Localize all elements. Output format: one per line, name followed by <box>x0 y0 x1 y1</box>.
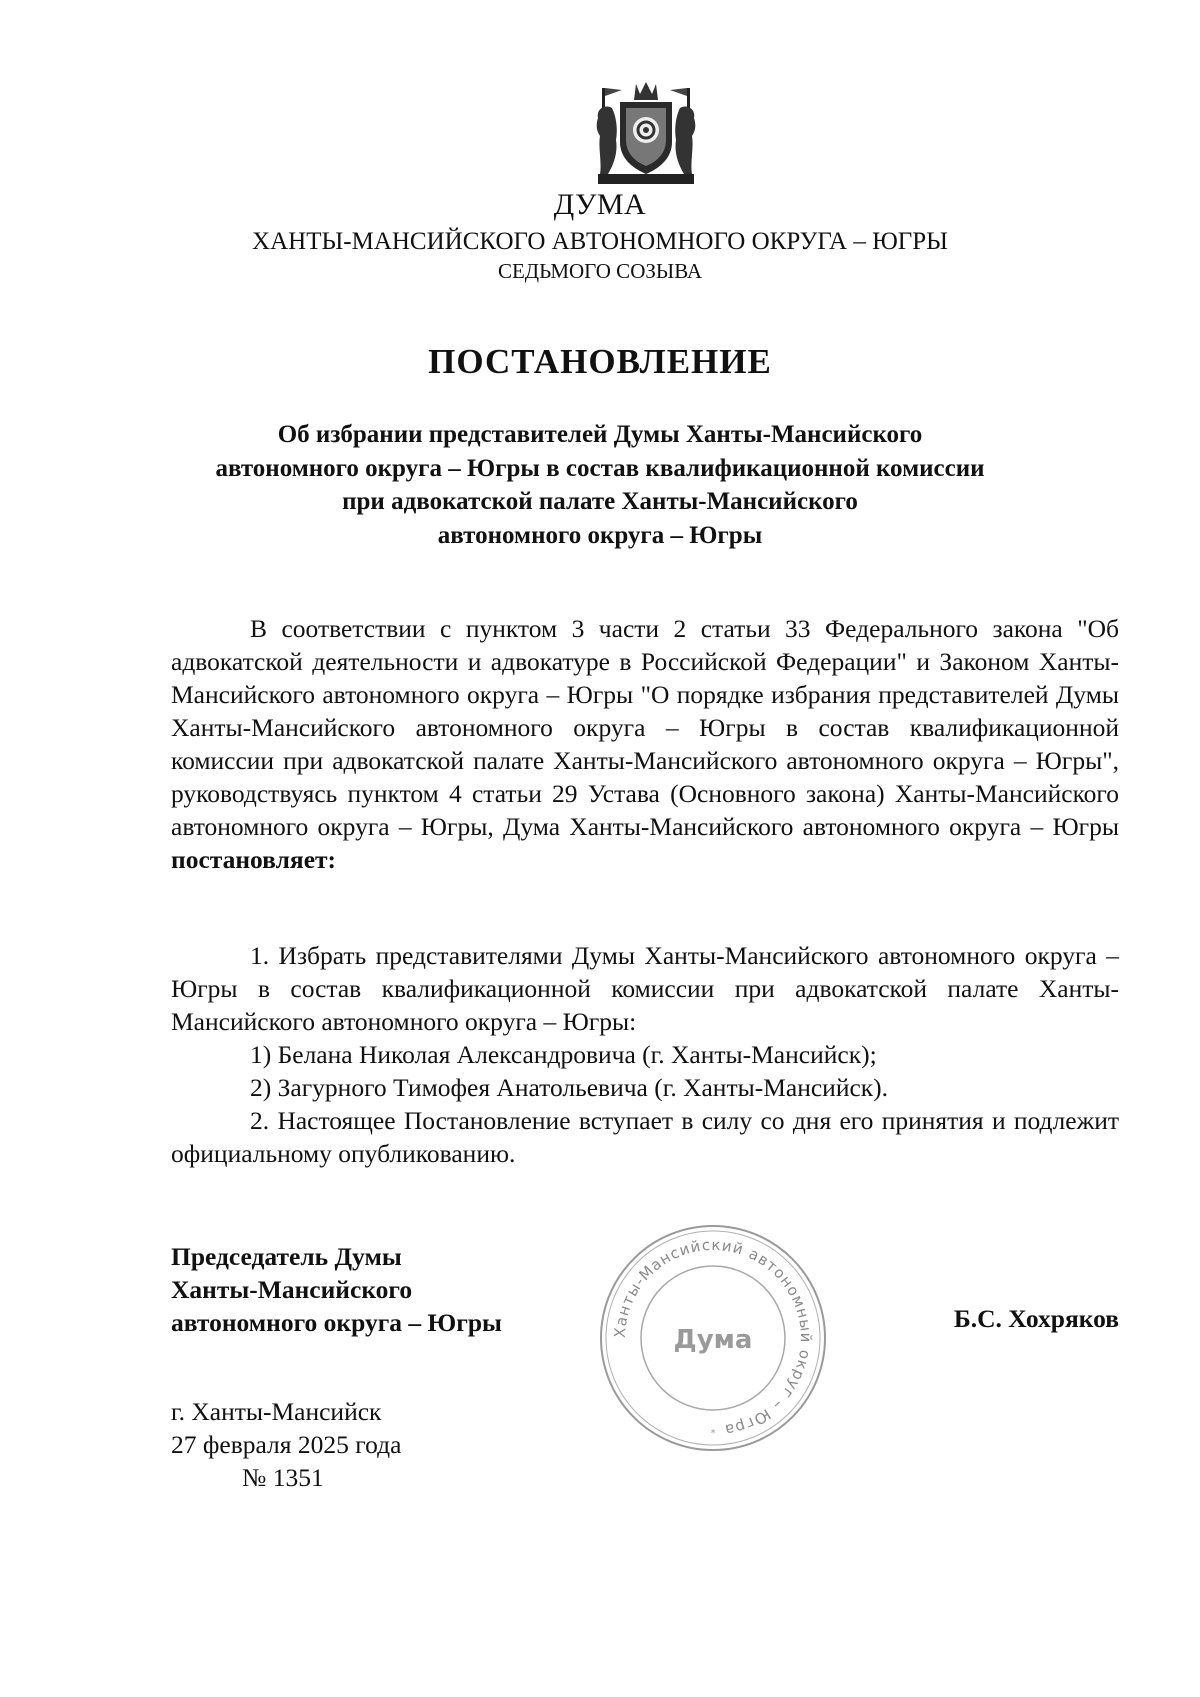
resolves-word: постановляет: <box>171 845 337 874</box>
place-date-number <box>171 1395 401 1494</box>
resolution-items <box>171 939 1119 1170</box>
subject-line: автономного округа – Югры <box>437 521 763 549</box>
svg-text:Дума: Дума <box>673 1325 753 1355</box>
document-number: № 1351 <box>242 1463 324 1492</box>
svg-text:*: * <box>710 1428 716 1439</box>
subject-line: при адвокатской палате Ханты-Мансийского <box>342 488 858 515</box>
place-city: г. Ханты-Мансийск <box>171 1397 382 1426</box>
item-2: 2. Настоящее Постановление вступает в силу со дня его принятия и подлежит официальному опубликованию. <box>171 1106 1119 1168</box>
region-name: ХАНТЫ-МАНСИЙСКОГО АВТОНОМНОГО ОКРУГА – ЮГРЫ <box>252 228 948 255</box>
item-1: 1. Избрать представителями Думы Ханты-Мансийского автономного округа – Югры в состав квалификационной комиссии при адвокатской палате Ханты-Мансийского автономного округа – Югры: <box>171 941 1119 1036</box>
item-1-sub-2: 2) Загурного Тимофея Анатольевича (г. Ханты-Мансийск). <box>250 1073 889 1102</box>
subject-line: автономного округа – Югры в состав квалификационной комиссии <box>215 454 985 482</box>
document-title: ПОСТАНОВЛЕНИЕ <box>428 342 772 381</box>
item-1-sub-1: 1) Белана Николая Александровича (г. Ханты-Мансийск); <box>250 1040 877 1069</box>
signatory-name: Б.С. Хохряков <box>953 1304 1119 1333</box>
position-line: Ханты-Мансийского <box>171 1275 413 1304</box>
coat-of-arms-emblem <box>594 78 698 186</box>
official-stamp-seal <box>597 1222 829 1454</box>
document-subject <box>0 418 1200 552</box>
preamble-text: В соответствии с пунктом 3 части 2 статьи 33 Федерального закона "Об адвокатской деятельности и адвокатуре в Российской Федерации" и Законом Ханты-Мансийского автономного округа – Югры "О порядке избрания представителей Думы Ханты-Мансийского автономного округа – Югры в состав квалификационной комиссии при адвокатской палате Ханты-Мансийского автономного округа – Югры", руководствуясь пунктом 4 статьи 29 Устава (Основного закона) Ханты-Мансийского автономного округа – Югры, Дума Ханты-Мансийского автономного округа – Югры <box>171 614 1119 841</box>
organization-name: ДУМА <box>553 188 647 221</box>
position-line: автономного округа – Югры <box>171 1308 502 1337</box>
preamble-paragraph <box>171 612 1119 876</box>
document-date: 27 февраля 2025 года <box>171 1430 402 1459</box>
svg-text:Ханты-Мансийский автономный ок: Ханты-Мансийский автономный округ – Югра <box>610 1235 816 1440</box>
position-line: Председатель Думы <box>171 1242 402 1271</box>
signatory-position <box>171 1240 502 1339</box>
convocation: СЕДЬМОГО СОЗЫВА <box>497 259 703 283</box>
subject-line: Об избрании представителей Думы Ханты-Мансийского <box>277 421 923 448</box>
